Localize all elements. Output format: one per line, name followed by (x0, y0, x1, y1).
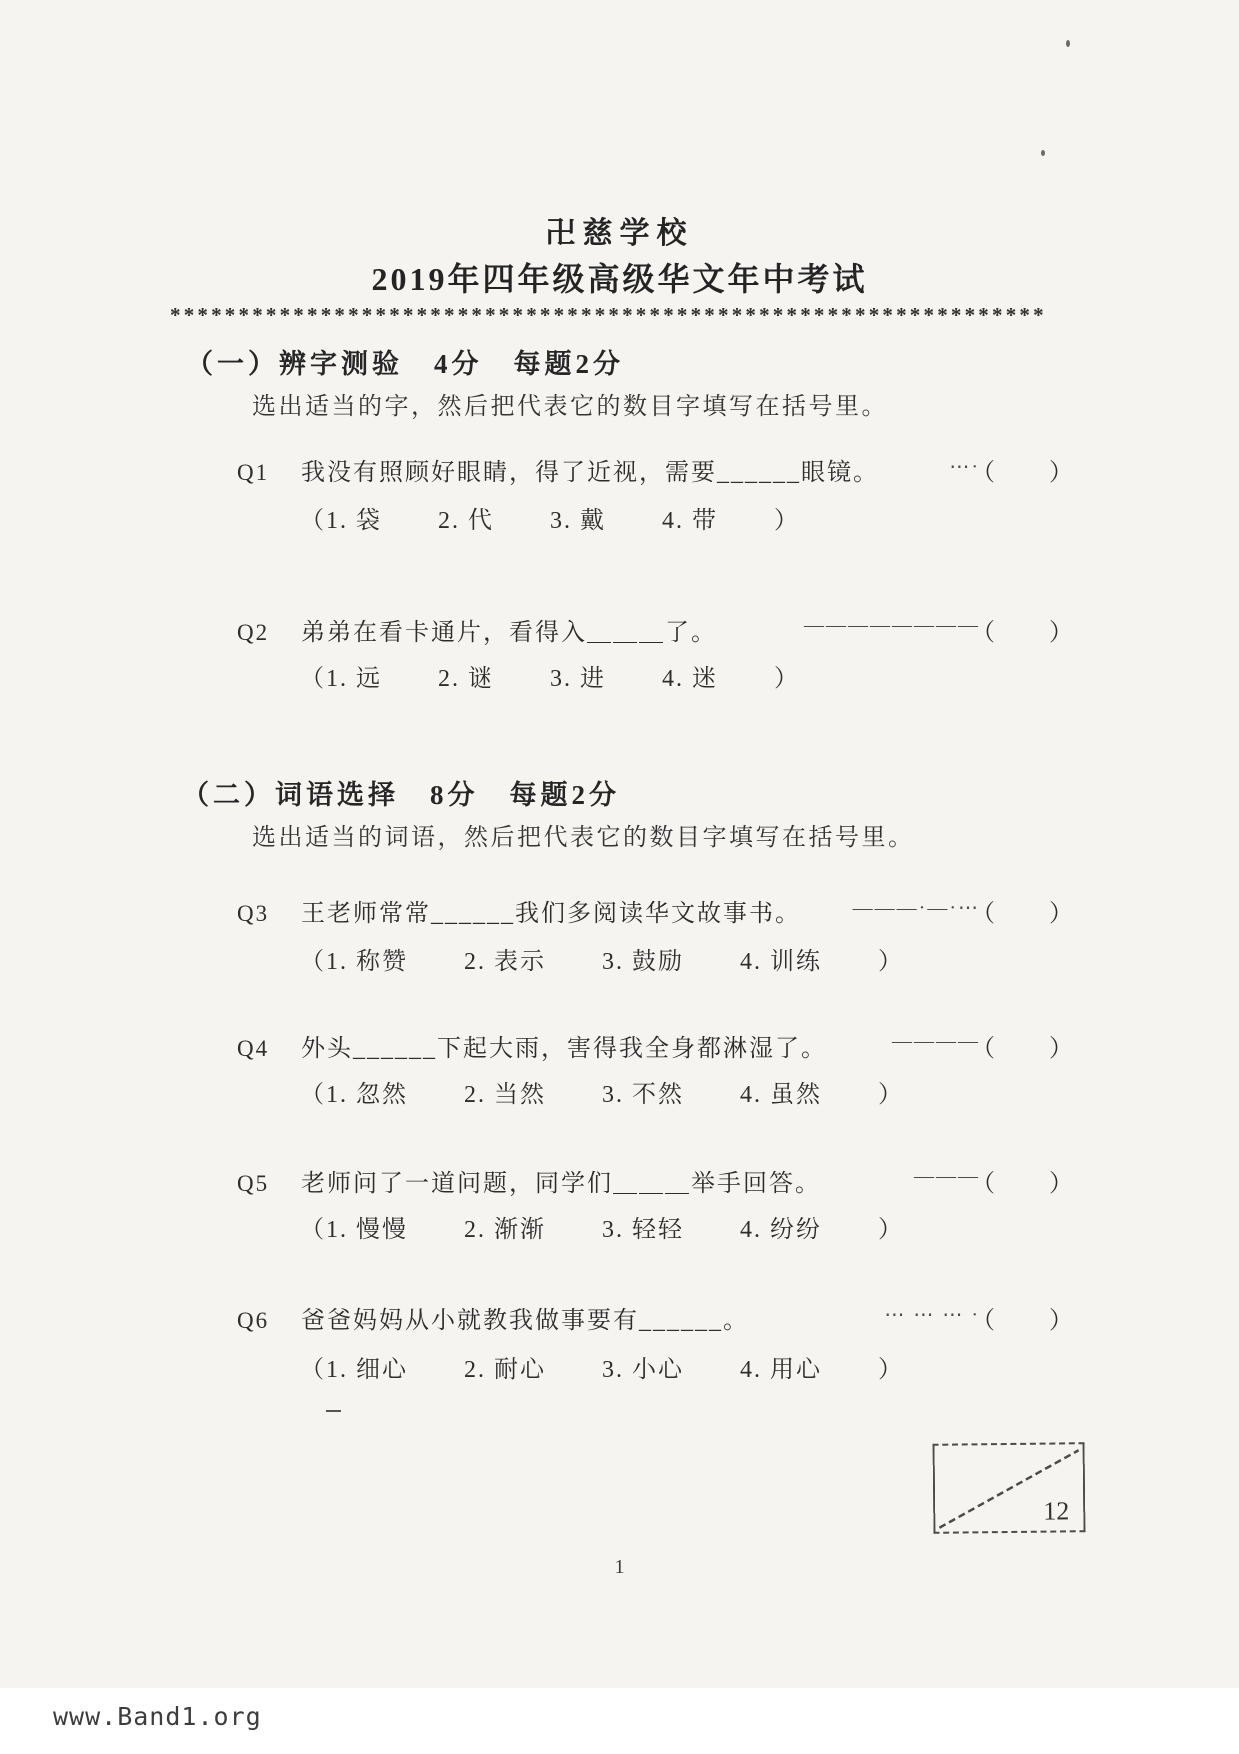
option: 4. 用心 (740, 1357, 822, 1383)
answer-bracket: （ ） (971, 460, 1075, 486)
option: 2. 表示 (464, 949, 546, 975)
answer-bracket: （ ） (971, 620, 1075, 646)
close-paren: ） (878, 1217, 904, 1243)
section-1-instruction: 选出适当的字，然后把代表它的数目字填写在括号里。 (252, 394, 888, 420)
scan-speck (1041, 150, 1045, 156)
question-row (237, 1028, 1075, 1063)
question-number: Q6 (237, 1308, 270, 1333)
section-2-instruction: 选出适当的词语，然后把代表它的数目字填写在括号里。 (252, 825, 915, 851)
scan-speck (1066, 40, 1070, 47)
dash-leader: ⋯ ⋯ ⋯ · (884, 1304, 980, 1326)
option: 1. 慢慢 (326, 1217, 408, 1243)
open-paren: （ (300, 508, 326, 534)
dash-leader: ⋯· (949, 456, 980, 478)
dash-leader: ——— (914, 1165, 980, 1187)
question-number: Q5 (237, 1171, 270, 1196)
question-row (237, 1300, 1075, 1335)
options-row (300, 1209, 904, 1244)
option: 1. 称赞 (326, 949, 408, 975)
option: 3. 进 (550, 666, 606, 692)
answer-bracket: （ ） (971, 901, 1075, 927)
section-2-heading: （二）词语选择 8分 每题2分 (182, 780, 620, 810)
school-name: 卍慈学校 (545, 217, 694, 250)
question-number: Q4 (237, 1036, 270, 1061)
question-text: 外头______下起大雨，害得我全身都淋湿了。 (301, 1036, 827, 1062)
question-row (237, 893, 1075, 928)
option: 3. 鼓励 (602, 949, 684, 975)
close-paren: ） (878, 1082, 904, 1108)
question-number: Q1 (237, 460, 270, 485)
dash-leader: ———— (892, 1030, 980, 1052)
open-paren: （ (300, 1217, 326, 1243)
section-1-heading: （一）辨字测验 4分 每题2分 (186, 349, 624, 379)
dash-leader: ———————— (804, 614, 980, 636)
question-text: 弟弟在看卡通片，看得入＿＿＿了。 (301, 620, 717, 646)
star-divider: **************************************************************** (170, 303, 1047, 327)
option: 2. 当然 (464, 1082, 546, 1108)
open-paren: （ (300, 949, 326, 975)
question-row (237, 612, 1075, 647)
options-row (300, 658, 800, 693)
options-row (300, 500, 800, 535)
dash-leader: ———·—·⋯ (852, 897, 980, 919)
open-paren: （ (300, 666, 326, 692)
option: 2. 代 (438, 508, 494, 534)
close-paren: ） (774, 508, 800, 534)
page-number: 1 (614, 1556, 625, 1578)
option: 4. 纷纷 (740, 1217, 822, 1243)
close-paren: ） (878, 949, 904, 975)
option: 1. 细心 (326, 1357, 408, 1383)
question-row (237, 1163, 1075, 1198)
answer-bracket: （ ） (971, 1308, 1075, 1334)
question-number: Q2 (237, 620, 270, 645)
close-paren: ） (774, 666, 800, 692)
option: 2. 耐心 (464, 1357, 546, 1383)
score-value: 12 (1043, 1496, 1070, 1526)
open-paren: （ (300, 1357, 326, 1383)
options-row (300, 941, 904, 976)
option: 4. 带 (662, 508, 718, 534)
option: 4. 迷 (662, 666, 718, 692)
option: 4. 训练 (740, 949, 822, 975)
question-text: 我没有照顾好眼睛，得了近视，需要______眼镜。 (301, 460, 879, 486)
close-paren: ） (878, 1357, 904, 1383)
option: 2. 谜 (438, 666, 494, 692)
option: 1. 忽然 (326, 1082, 408, 1108)
option: 3. 小心 (602, 1357, 684, 1383)
option: 2. 渐渐 (464, 1217, 546, 1243)
question-text: 爸爸妈妈从小就教我做事要有______。 (301, 1308, 749, 1334)
open-paren: （ (300, 1082, 326, 1108)
question-text: 老师问了一道问题，同学们＿＿＿举手回答。 (301, 1171, 821, 1197)
stray-pen-mark (326, 1410, 341, 1412)
option: 3. 戴 (550, 508, 606, 534)
score-box (933, 1442, 1086, 1534)
exam-title: 2019年四年级高级华文年中考试 (371, 261, 868, 297)
question-text: 王老师常常______我们多阅读华文故事书。 (301, 901, 801, 927)
watermark-text: www.Band1.org (53, 1702, 262, 1731)
answer-bracket: （ ） (971, 1171, 1075, 1197)
watermark-strip (0, 1688, 1239, 1754)
question-number: Q3 (237, 901, 270, 926)
question-row (237, 452, 1075, 487)
option: 1. 袋 (326, 508, 382, 534)
options-row (300, 1349, 904, 1384)
option: 4. 虽然 (740, 1082, 822, 1108)
option: 1. 远 (326, 666, 382, 692)
answer-bracket: （ ） (971, 1036, 1075, 1062)
option: 3. 不然 (602, 1082, 684, 1108)
options-row (300, 1074, 904, 1109)
option: 3. 轻轻 (602, 1217, 684, 1243)
